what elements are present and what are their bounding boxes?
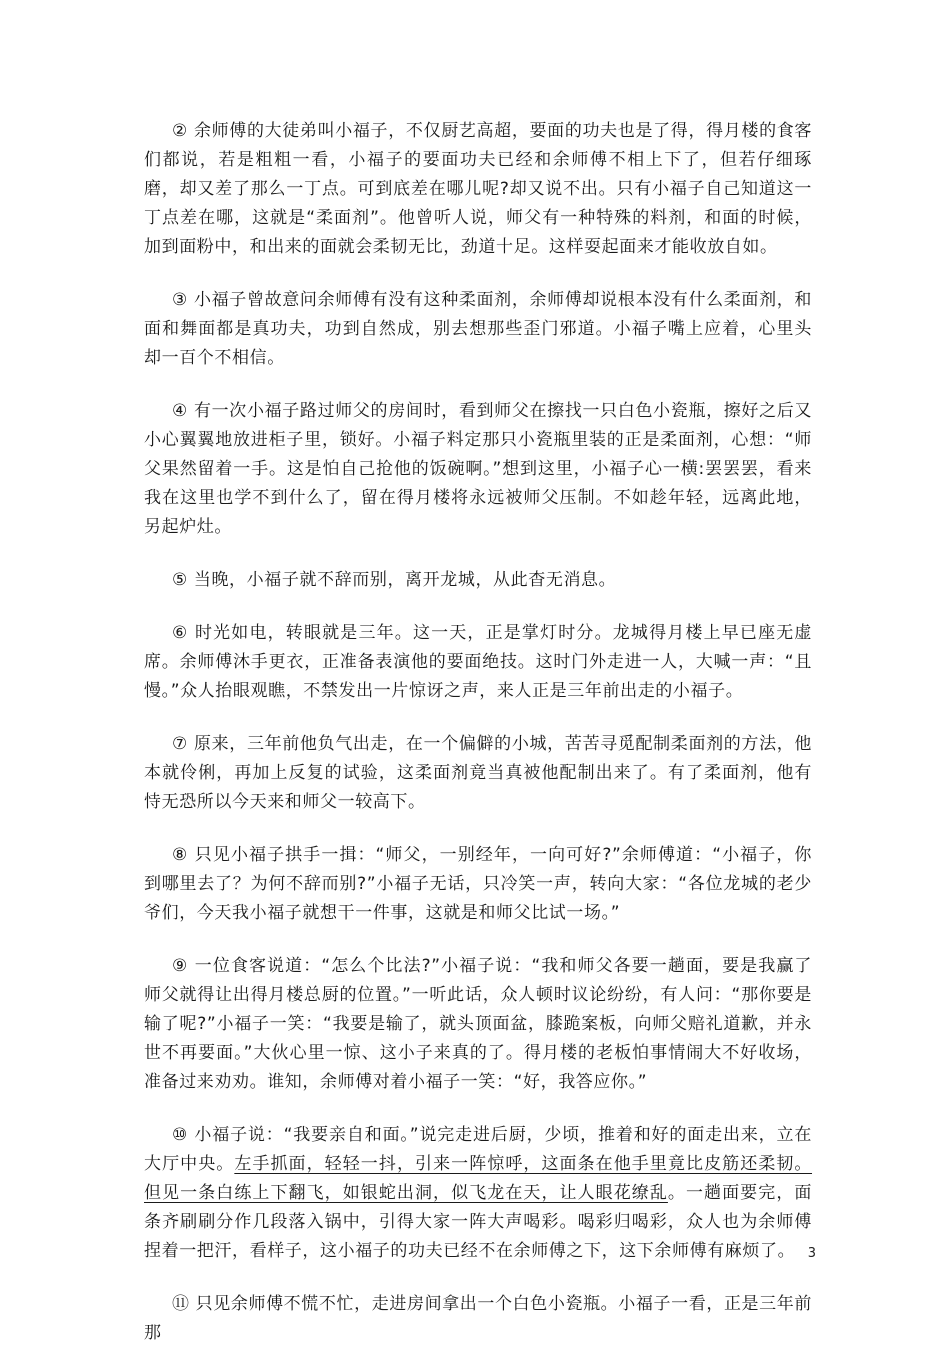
paragraph-3: ③ 小福子曾故意问余师傅有没有这种柔面剂，余师傅却说根本没有什么柔面剂，和面和舞面都是真功夫，功到自然成，别去想那些歪门邪道。小福子嘴上应着，心里头却一百个不相信。	[144, 290, 812, 368]
paragraph-8: ⑧ 只见小福子拱手一揖：“师父，一别经年，一向可好?”余师傅道：“小福子，你到哪里去了？为何不辞而别?”小福子无话，只冷笑一声，转向大家：“各位龙城的老少爷们，今天我小福子就想干一件事，这就是和师父比试一场。”	[144, 845, 812, 923]
paragraph-10-rest: 。一趟面要完，面条齐刷刷分作几段落入锅中，引得大家一阵大声喝彩。喝彩归喝彩，众人也为余师傅捏着一把汗，看样子，这小福子的功夫已经不在余师傅之下，这下余师傅有麻烦了。	[144, 1183, 812, 1261]
paragraph-7: ⑦ 原来，三年前他负气出走，在一个偏僻的小城，苦苦寻觅配制柔面剂的方法，他本就伶俐，再加上反复的试验，这柔面剂竟当真被他配制出来了。有了柔面剂，他有恃无恐所以今天来和师父一较高下。	[144, 734, 812, 812]
paragraph-4: ④ 有一次小福子路过师父的房间时，看到师父在擦找一只白色小瓷瓶，擦好之后又小心翼翼地放进柜子里，锁好。小福子料定那只小瓷瓶里装的正是柔面剂，心想：“师父果然留着一手。这是怕自己抢他的饭碗啊。”想到这里，小福子心一横:罢罢罢，看来我在这里也学不到什么了，留在得月楼将永远被师父压制。不如趁年轻，远离此地，另起炉灶。	[144, 401, 812, 537]
underlined-passage: 左手抓面，轻轻一抖，引来一阵惊呼，这面条在他手里竟比皮筋还柔韧。但见一条白练上下翻飞，如银蛇出洞，似飞龙在天，让人眼花缭乱	[144, 1154, 813, 1203]
paragraph-10-intro: ⑩ 小福子说：“我要亲自和面。”说完走进后厨，少顷，推着和好的面走出来，立在大厅中央。	[144, 1125, 812, 1174]
paragraph-5: ⑤ 当晚，小福子就不辞而别，离开龙城，从此杳无消息。	[172, 570, 617, 590]
paragraph-11: ⑪ 只见余师傅不慌不忙，走进房间拿出一个白色小瓷瓶。小福子一看，正是三年前那	[144, 1294, 812, 1343]
paragraph-6: ⑥ 时光如电，转眼就是三年。这一天，正是掌灯时分。龙城得月楼上早已座无虚席。余师傅沐手更衣，正准备表演他的要面绝技。这时门外走进一人，大喊一声：“且慢。”众人抬眼观瞧，不禁发出一片惊讶之声，来人正是三年前出走的小福子。	[144, 623, 812, 701]
page-number: 3	[807, 1246, 816, 1261]
paragraph-9: ⑨ 一位食客说道：“怎么个比法?”小福子说：“我和师父各要一趟面，要是我赢了师父就得让出得月楼总厨的位置。”一听此话，众人顿时议论纷纷，有人问：“那你要是输了呢?”小福子一笑：“我要是输了，就头顶面盆，膝跪案板，向师父赔礼道歉，并永世不再要面。”大伙心里一惊、这小子来真的了。得月楼的老板怕事情闹大不好收场，准备过来劝劝。谁知，余师傅对着小福子一笑：“好，我答应你。”	[144, 956, 812, 1092]
article-body	[144, 117, 812, 1372]
paragraph-2: ② 余师傅的大徒弟叫小福子，不仅厨艺高超，要面的功夫也是了得，得月楼的食客们都说，若是粗粗一看，小福子的要面功夫已经和余师傅不相上下了，但若仔细琢磨，却又差了那么一丁点。可到底差在哪儿呢?却又说不出。只有小福子自己知道这一丁点差在哪，这就是“柔面剂”。他曾听人说，师父有一种特殊的料剂，和面的时候，加到面粉中，和出来的面就会柔韧无比，劲道十足。这样耍起面来才能收放自如。	[144, 121, 812, 257]
paragraph-10	[144, 1121, 812, 1266]
